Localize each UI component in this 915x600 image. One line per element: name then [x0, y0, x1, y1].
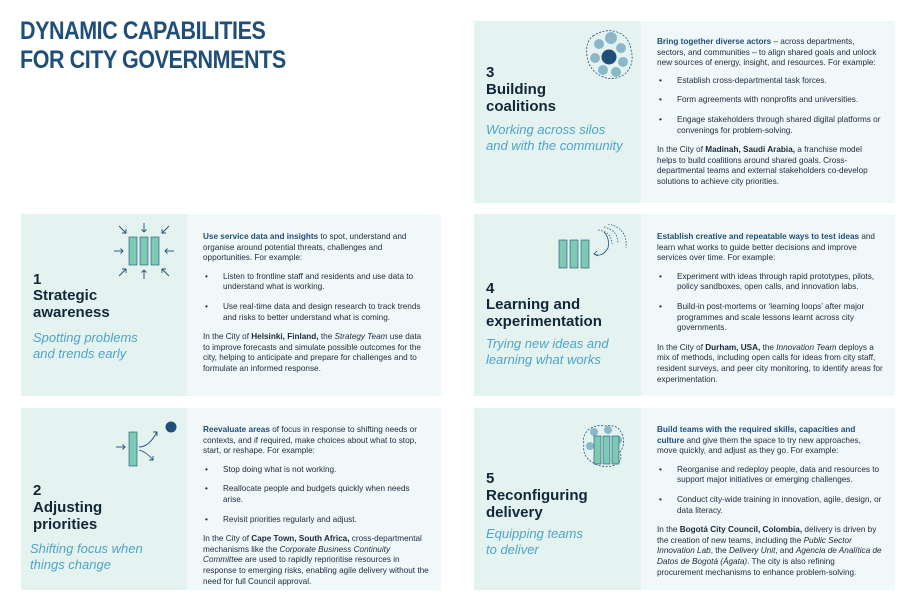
example-text-run: , and — [775, 546, 796, 556]
card-example: In the City of Durham, USA, the Innovation Team deploys a mix of methods, including open calls for ideas from city staff, resident surveys, and peer city monitoring, to identify areas for experimentation. — [657, 342, 883, 384]
card-number: 5 — [486, 470, 495, 487]
card-strategic-awareness — [21, 214, 441, 396]
card-example: In the City of Madinah, Saudi Arabia, a franchise model helps to build coalitions around shared goals. Cross-departmental teams and external stakeholders co-develop solutions to achieve city priorities. — [657, 145, 868, 186]
cluster-circles-icon — [585, 28, 635, 82]
list-item: • Use real-time data and design research to track trends and risks to better understand what is coming. — [203, 302, 429, 323]
list-item: • Conduct city-wide training in innovation, agile, design, or data literacy. — [657, 495, 883, 516]
card-title: Adjusting priorities — [33, 499, 103, 533]
card-number: 2 — [33, 482, 42, 499]
card-number: 3 — [486, 64, 495, 81]
card-subtitle: Equipping teams to deliver — [486, 526, 583, 557]
card-bullets — [657, 272, 883, 334]
card-number: 4 — [486, 280, 495, 297]
list-item: • Engage stakeholders through shared digital platforms or convenings for problem-solving. — [657, 115, 883, 136]
list-item: • Form agreements with nonprofits and universities. — [657, 95, 883, 106]
card-header-panel — [474, 408, 641, 590]
card-learning-experimentation — [474, 214, 895, 396]
card-intro: Establish creative and repeatable ways to test ideas and learn what works to guide better decisions and improve services over time. For example: — [657, 232, 875, 263]
card-subtitle: Spotting problems and trends early — [33, 330, 138, 361]
card-title: Strategic awareness — [33, 287, 110, 321]
card-building-coalitions — [474, 21, 895, 203]
list-item: • Revisit priorities regularly and adjust. — [203, 515, 429, 526]
card-number: 1 — [33, 271, 42, 288]
card-subtitle: Shifting focus when things change — [30, 541, 143, 572]
card-body — [187, 408, 441, 590]
list-item: • Stop doing what is not working. — [203, 465, 429, 476]
card-example: In the City of Helsinki, Finland, the Strategy Team use data to improve forecasts and simulate possible outcomes for the city, helping to anticipate and prepare for challenges and to formulate an informed response. — [203, 332, 422, 373]
card-example: In the Bogotá City Council, Colombia, delivery is driven by the creation of new teams, including the Public Sector Innovation Lab, the Delivery Unit, and Agencia de Analítica de Datos de Bogotá (Ágata). The city is also refining procurement mechanisms to enhance problem-solving. — [657, 525, 882, 577]
card-body — [641, 408, 895, 590]
list-item: • Experiment with ideas through rapid prototypes, pilots, policy sandboxes, open calls, and innovation labs. — [657, 272, 883, 293]
example-text-run: . The city is also refining procurement mechanisms to enhance problem-solving. — [657, 556, 857, 577]
list-item: • Establish cross-departmental task forces. — [657, 76, 883, 87]
card-header-panel — [21, 214, 187, 396]
example-italic-run: Agencia de Analítica de Datos de Bogotá (Ágata) — [657, 546, 882, 566]
card-intro: Bring together diverse actors – across departments, sectors, and communities – to align shared goals and unlock new sources of energy, insight, and resources. For example: — [657, 37, 877, 68]
example-italic-run: Delivery Unit — [728, 546, 776, 556]
card-adjusting-priorities — [21, 408, 441, 590]
card-intro: Use service data and insights to spot, understand and organise around potential threats, challenges and opportunities. For example: — [203, 232, 407, 263]
card-title: Reconfiguring delivery — [486, 487, 588, 521]
example-text-run: , the — [710, 546, 729, 556]
page-title: DYNAMIC CAPABILITIES FOR CITY GOVERNMENTS — [20, 17, 286, 74]
card-header-panel — [474, 21, 641, 203]
example-text-run: delivery is driven by the creation of new teams, including the — [657, 525, 877, 545]
card-bullets — [203, 465, 429, 525]
loop-arrows-icon — [558, 224, 632, 270]
card-body — [187, 214, 441, 396]
card-bullets — [657, 76, 883, 136]
example-italic-run: Public Sector Innovation Lab — [657, 535, 852, 556]
list-item: • Listen to frontline staff and residents and use data to understand what is working. — [203, 272, 429, 293]
card-title: Learning and experimentation — [486, 296, 602, 330]
card-subtitle: Trying new ideas and learning what works — [486, 336, 609, 367]
card-body — [641, 214, 895, 396]
list-item: • Build-in post-mortems or ‘learning loops’ after major programmes and scale lessons learnt across city governments. — [657, 302, 883, 334]
card-title: Building coalitions — [486, 81, 557, 115]
card-subtitle: Working across silos and with the community — [486, 122, 623, 153]
list-item: • Reallocate people and budgets quickly when needs arise. — [203, 484, 429, 505]
card-header-panel — [21, 408, 187, 590]
card-bullets — [203, 272, 429, 323]
card-body — [641, 21, 895, 203]
card-header-panel — [474, 214, 641, 396]
card-reconfiguring-delivery — [474, 408, 895, 590]
converging-arrows-icon — [113, 222, 175, 280]
card-intro: Reevaluate areas of focus in response to shifting needs or contexts, and if required, make choices about what to stop, start, or reshape. For example: — [203, 425, 417, 456]
card-example: In the City of Cape Town, South Africa, cross-departmental mechanisms like the Corporate Business Continuity Committee are used to rapidly reprioritise resources in response to emerging risks, enabling agile delivery without the need for full Council approval. — [203, 534, 429, 586]
list-item: • Reorganise and redeploy people, data and resources to support major initiatives or emerging challenges. — [657, 465, 883, 486]
bars-cluster-icon — [582, 422, 626, 468]
redirect-arrow-icon — [115, 420, 181, 470]
card-intro: Build teams with the required skills, capacities and culture and give them the space to try new approaches, move quickly, and adjust as they go. For example: — [657, 425, 861, 456]
card-bullets — [657, 465, 883, 516]
